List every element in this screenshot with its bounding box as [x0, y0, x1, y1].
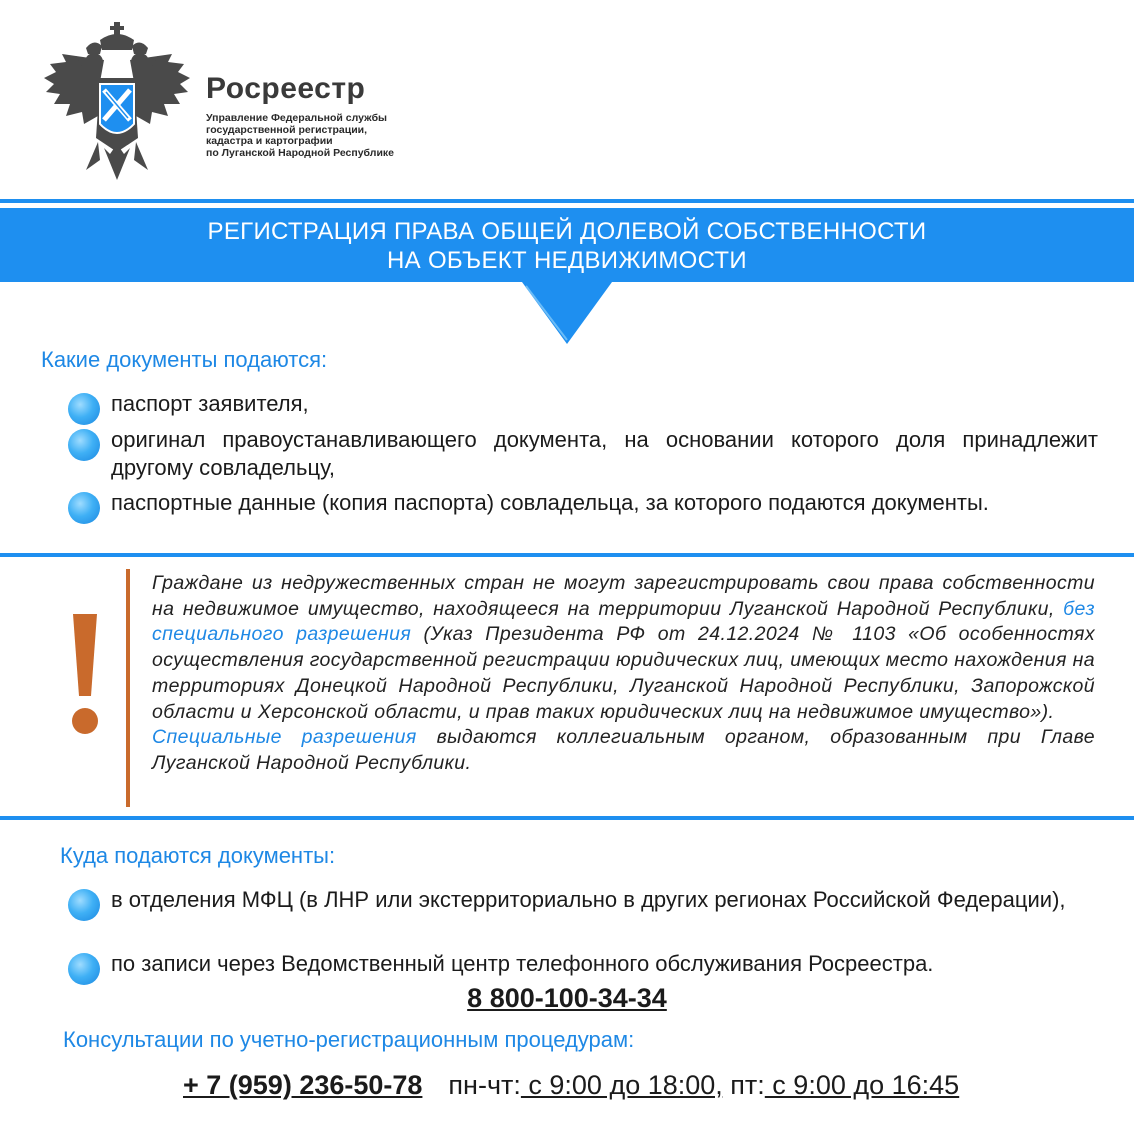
banner-title-line1: РЕГИСТРАЦИЯ ПРАВА ОБЩЕЙ ДОЛЕВОЙ СОБСТВЕННОСТИ: [207, 218, 927, 245]
bullet-dot-icon: [68, 953, 100, 985]
consult-phone[interactable]: + 7 (959) 236-50-78: [183, 1070, 423, 1100]
days-fri: пт:: [722, 1070, 765, 1100]
warning-bar: [126, 569, 130, 807]
down-arrow-icon: [522, 282, 612, 346]
banner-title-line2: НА ОБЪЕКТ НЕДВИЖИМОСТИ: [387, 247, 747, 274]
hours-fri: с 9:00 до 16:45: [764, 1070, 960, 1100]
list-item: в отделения МФЦ (в ЛНР или экстерриториально в других регионах Российской Федерации),: [68, 886, 1098, 942]
bullet-dot-icon: [68, 393, 100, 425]
list-item: оригинал правоустанавливающего документа, на основании которого доля принадлежит другому совладельцу,: [68, 426, 1098, 482]
days-mon-thu: пн-чт:: [448, 1070, 521, 1100]
hotline-phone[interactable]: 8 800-100-34-34: [467, 983, 667, 1013]
section-divider: [0, 816, 1134, 820]
special-permissions-link: Специальные разрешения: [152, 726, 417, 749]
special-permission-link: без специального разрешения: [152, 597, 1095, 646]
bullet-dot-icon: [68, 889, 100, 921]
consult-heading: Консультации по учетно-регистрационным процедурам:: [63, 1027, 635, 1052]
bullet-dot-icon: [68, 492, 100, 524]
where-heading: Куда подаются документы:: [60, 843, 336, 868]
exclamation-icon: [60, 608, 110, 738]
warning-text: Граждане из недружественных стран не могут зарегистрировать свои права собственности на недвижимое имущество, находящееся на территории Луганской Народной Республики, без специального разрешения (Указ Президента РФ от 24.12.2024 № 1103 «Об особенностях осуществления государственной регистрации юридических лиц, имеющих место нахождения на территориях Донецкой Народной Республики, Луганской Народной Республики, Запорожской области и Херсонской области, и прав таких юридических лиц на недвижимое имущество»). Специальные разрешения выдаются коллегиальным органом, образованным при Главе Луганской Народной Республики.: [152, 572, 1096, 774]
list-item: по записи через Ведомственный центр телефонного обслуживания Росреестра.: [68, 950, 1098, 980]
hours-mon-thu: с 9:00 до 18:00,: [520, 1070, 723, 1100]
section-divider: [0, 553, 1134, 557]
title-banner: [0, 208, 1134, 282]
org-subtitle: Управление Федеральной службы государственной регистрации, кадастра и картографии по Луганской Народной Республике: [206, 112, 394, 159]
list-item: паспорт заявителя,: [68, 390, 1098, 420]
bullet-dot-icon: [68, 429, 100, 461]
documents-heading: Какие документы подаются:: [41, 347, 328, 372]
consult-contacts: [183, 1070, 959, 1101]
rosreestr-emblem-icon: [42, 20, 192, 190]
list-item: паспортные данные (копия паспорта) совладельца, за которого подаются документы.: [68, 489, 1098, 545]
org-name: Росреестр: [206, 72, 366, 105]
banner-top-line: [0, 199, 1134, 203]
